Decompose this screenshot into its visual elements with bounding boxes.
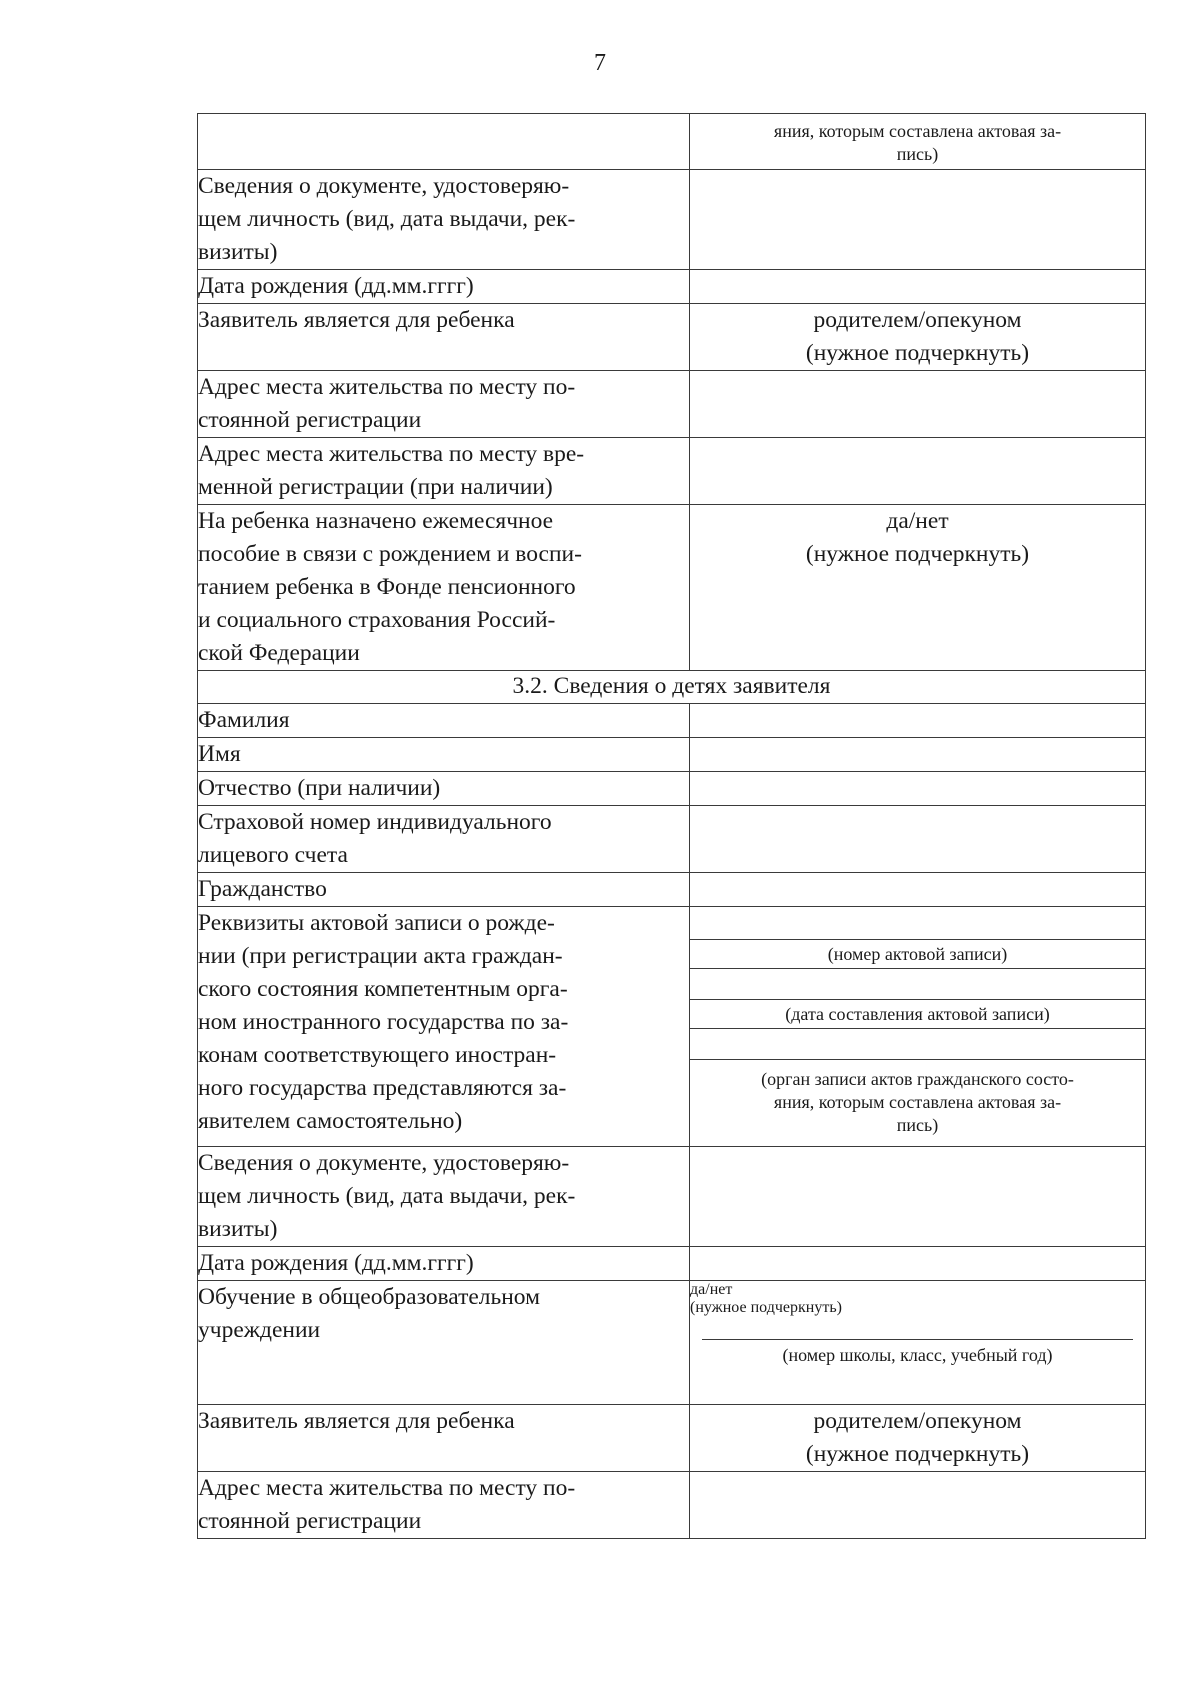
birth-date-label: Дата рождения (дд.мм.гггг) <box>198 270 690 304</box>
table-row <box>198 772 1146 806</box>
child-permanent-address-field[interactable] <box>690 1472 1146 1539</box>
child-name-field[interactable] <box>690 738 1146 772</box>
child-snils-field[interactable] <box>690 806 1146 873</box>
section-title: 3.2. Сведения о детях заявителя <box>198 671 1146 704</box>
child-patronymic-field[interactable] <box>690 772 1146 806</box>
child-birth-date-label: Дата рождения (дд.мм.гггг) <box>198 1247 690 1281</box>
child-birth-date-field[interactable] <box>690 1247 1146 1281</box>
child-citizenship-label: Гражданство <box>198 873 690 907</box>
table-row <box>198 505 1146 671</box>
table-row <box>198 371 1146 438</box>
record-authority-caption: (орган записи актов гражданского состо- яния, которым составлена актовая за- пись) <box>761 1069 1074 1135</box>
child-citizenship-field[interactable] <box>690 873 1146 907</box>
school-enrollment-cell <box>690 1281 1146 1405</box>
table-row <box>198 304 1146 371</box>
permanent-address-value-field[interactable] <box>690 371 1146 438</box>
monthly-allowance-label: На ребенка назначено ежемесячное пособие в связи с рождением и воспи- танием ребенка в Фонде пенсионного и социального страхования Россий- ской Федерации <box>198 505 690 671</box>
identity-document-value-field[interactable] <box>690 170 1146 270</box>
child-applicant-relation-label: Заявитель является для ребенка <box>198 1405 690 1472</box>
school-details-caption: (номер школы, класс, учебный год) <box>782 1345 1053 1365</box>
child-applicant-relation-options[interactable]: родителем/опекуном (нужное подчеркнуть) <box>690 1405 1146 1472</box>
table-row <box>198 1247 1146 1281</box>
child-permanent-address-label: Адрес места жительства по месту по- стоянной регистрации <box>198 1472 690 1539</box>
table-row <box>198 806 1146 873</box>
child-name-label: Имя <box>198 738 690 772</box>
child-snils-label: Страховой номер индивидуального лицевого счета <box>198 806 690 873</box>
temporary-address-label: Адрес места жительства по месту вре- менной регистрации (при наличии) <box>198 438 690 505</box>
table-row <box>198 1405 1146 1472</box>
child-surname-label: Фамилия <box>198 704 690 738</box>
child-surname-field[interactable] <box>690 704 1146 738</box>
table-row <box>198 738 1146 772</box>
table-row <box>198 873 1146 907</box>
school-enrollment-options[interactable]: да/нет (нужное подчеркнуть) <box>690 1281 842 1316</box>
record-authority-field[interactable] <box>690 1028 1145 1060</box>
identity-document-label: Сведения о документе, удостоверяю- щем личность (вид, дата выдачи, рек- визиты) <box>198 170 690 270</box>
child-identity-document-field[interactable] <box>690 1147 1146 1247</box>
child-patronymic-label: Отчество (при наличии) <box>198 772 690 806</box>
child-identity-document-label: Сведения о документе, удостоверяю- щем личность (вид, дата выдачи, рек- визиты) <box>198 1147 690 1247</box>
table-row <box>198 671 1146 704</box>
table-row <box>198 1281 1146 1405</box>
temporary-address-value-field[interactable] <box>690 438 1146 505</box>
record-number-field[interactable] <box>690 907 1145 940</box>
table-row <box>198 114 1146 170</box>
record-date-caption: (дата составления актовой записи) <box>785 1004 1050 1024</box>
application-form-table <box>197 113 1146 1539</box>
table-row <box>198 270 1146 304</box>
record-number-caption: (номер актовой записи) <box>827 944 1008 964</box>
empty-cell <box>198 114 690 170</box>
birth-record-label: Реквизиты актовой записи о рожде- нии (при регистрации акта граждан- ского состояния компетентным орга- ном иностранного государства по за- конам соответствующего иностран- ного государства представляются за- явителем самостоятельно) <box>198 907 690 1147</box>
record-authority-continuation-cell <box>690 114 1146 170</box>
table-row <box>198 170 1146 270</box>
table-row <box>198 704 1146 738</box>
record-authority-caption-continued: яния, которым составлена актовая за- пись) <box>773 121 1062 164</box>
record-date-field[interactable] <box>690 968 1145 1000</box>
school-enrollment-label: Обучение в общеобразовательном учреждении <box>198 1281 690 1405</box>
table-row <box>198 438 1146 505</box>
table-row <box>198 1472 1146 1539</box>
applicant-relation-options[interactable]: родителем/опекуном (нужное подчеркнуть) <box>690 304 1146 371</box>
page-number: 7 <box>594 50 606 76</box>
birth-record-value-cell <box>690 907 1146 1147</box>
permanent-address-label: Адрес места жительства по месту по- стоянной регистрации <box>198 371 690 438</box>
table-row <box>198 907 1146 1147</box>
school-details-field[interactable] <box>702 1317 1133 1340</box>
monthly-allowance-options[interactable]: да/нет (нужное подчеркнуть) <box>690 505 1146 671</box>
applicant-relation-label: Заявитель является для ребенка <box>198 304 690 371</box>
birth-date-value-field[interactable] <box>690 270 1146 304</box>
table-row <box>198 1147 1146 1247</box>
